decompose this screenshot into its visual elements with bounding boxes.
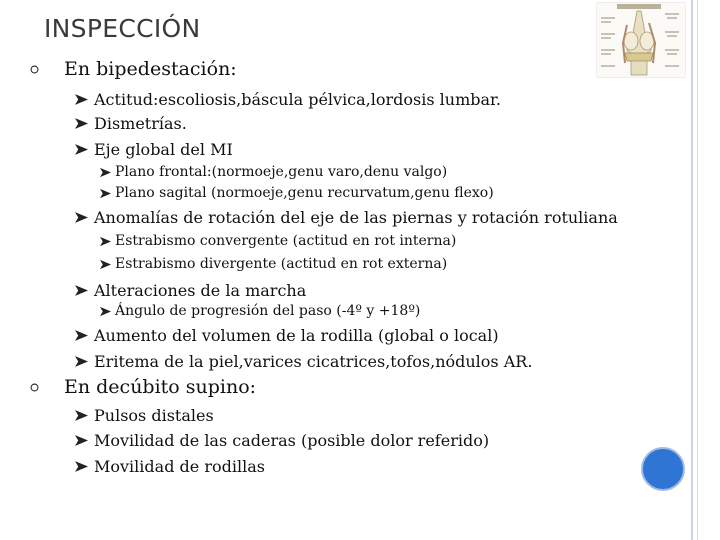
outline-item-level-2 — [75, 326, 499, 345]
slide-title: INSPECCIÓN — [44, 14, 201, 43]
outline-item-level-3 — [100, 164, 447, 180]
outline-item-level-3 — [100, 256, 447, 272]
outline-item-level-1 — [30, 376, 256, 398]
arrow-wing-icon — [75, 460, 94, 473]
outline-item-text: Anomalías de rotación del eje de las piernas y rotación rotuliana — [94, 208, 618, 227]
arrow-wing-icon — [75, 93, 94, 106]
outline-item-level-2 — [75, 114, 187, 133]
hollow-circle-icon — [30, 383, 64, 392]
arrow-wing-icon — [100, 188, 115, 199]
arrow-wing-icon — [100, 167, 115, 178]
outline-item-text: Dismetrías. — [94, 114, 187, 133]
decorative-rule — [691, 0, 693, 540]
outline-item-level-3 — [100, 185, 494, 201]
arrow-wing-icon — [75, 409, 94, 422]
outline-item-level-2 — [75, 281, 306, 300]
arrow-wing-icon — [75, 355, 94, 368]
outline-item-text: Movilidad de las caderas (posible dolor referido) — [94, 431, 490, 450]
outline-item-level-2 — [75, 352, 532, 371]
arrow-wing-icon — [75, 434, 94, 447]
outline-item-level-3 — [100, 233, 456, 249]
outline-item-level-1 — [30, 58, 237, 80]
arrow-wing-icon — [75, 117, 94, 130]
outline-item-text: En bipedestación: — [64, 58, 237, 80]
outline-item-level-2 — [75, 140, 233, 159]
outline-item-level-2 — [75, 457, 265, 476]
outline-item-text: Ángulo de progresión del paso (-4º y +18º) — [115, 303, 421, 319]
arrow-wing-icon — [75, 329, 94, 342]
arrow-wing-icon — [100, 306, 115, 317]
arrow-wing-icon — [75, 143, 94, 156]
outline-item-text: En decúbito supino: — [64, 376, 257, 398]
outline-item-text: Plano frontal:(normoeje,genu varo,denu valgo) — [115, 164, 448, 180]
outline-item-text: Movilidad de rodillas — [94, 457, 265, 476]
decorative-rule-thin — [697, 0, 698, 540]
outline-item-level-2 — [75, 406, 214, 425]
outline-item-text: Plano sagital (normoeje,genu recurvatum,genu flexo) — [115, 185, 494, 201]
outline-item-text: Eritema de la piel,varices cicatrices,tofos,nódulos AR. — [94, 352, 533, 371]
hollow-circle-icon — [30, 65, 64, 74]
outline-item-text: Actitud:escoliosis,báscula pélvica,lordosis lumbar. — [94, 90, 502, 109]
knee-anatomy-image — [596, 2, 686, 78]
outline-item-text: Estrabismo convergente (actitud en rot interna) — [115, 233, 457, 249]
outline-item-text: Alteraciones de la marcha — [94, 281, 307, 300]
arrow-wing-icon — [75, 284, 94, 297]
outline-item-text: Eje global del MI — [94, 140, 233, 159]
decorative-circle — [641, 447, 685, 491]
arrow-wing-icon — [100, 259, 115, 270]
outline-item-level-2 — [75, 431, 489, 450]
outline-item-level-3 — [100, 303, 420, 319]
outline-item-level-2 — [75, 90, 501, 109]
outline-item-level-2 — [75, 208, 618, 227]
arrow-wing-icon — [75, 211, 94, 224]
outline-item-text: Estrabismo divergente (actitud en rot externa) — [115, 256, 448, 272]
arrow-wing-icon — [100, 236, 115, 247]
outline-item-text: Pulsos distales — [94, 406, 214, 425]
outline-item-text: Aumento del volumen de la rodilla (global o local) — [94, 326, 499, 345]
